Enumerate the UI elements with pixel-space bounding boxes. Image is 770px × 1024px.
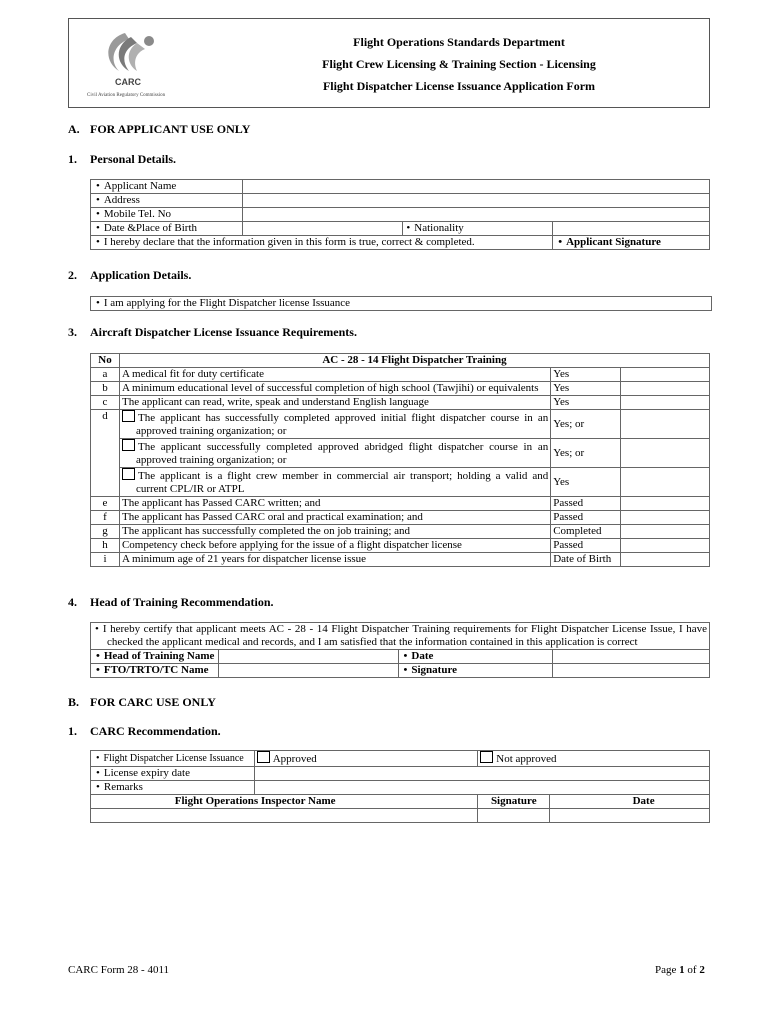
form-number: CARC Form 28 - 4011: [68, 964, 170, 976]
remarks-label: • Remarks: [91, 781, 255, 795]
approved-label: Approved: [272, 753, 317, 765]
signature-label: • Signature: [398, 664, 553, 678]
carc-logo: [85, 25, 173, 99]
expiry-field[interactable]: [254, 767, 709, 781]
issuance-label: • Flight Dispatcher License Issuance: [91, 751, 255, 767]
birth-label: • Date &Place of Birth: [91, 222, 243, 236]
inspector-date-field[interactable]: [550, 809, 710, 823]
application-details-table: [90, 296, 712, 311]
department-title: Flight Operations Standards Department: [353, 35, 565, 49]
declaration-text: • I hereby declare that the information given in this form is true, correct & completed.: [91, 236, 553, 250]
carc-recommendation-table: [90, 750, 710, 823]
section-a-heading: A. FOR APPLICANT USE ONLY: [68, 122, 251, 136]
not-approved-label: Not approved: [496, 753, 557, 765]
requirements-table: [90, 353, 710, 567]
not-approved-checkbox[interactable]: [480, 751, 493, 763]
expiry-label: • License expiry date: [91, 767, 255, 781]
nationality-label: • Nationality: [403, 222, 553, 236]
requirements-heading: 3. Aircraft Dispatcher License Issuance Requirements.: [68, 325, 357, 339]
section-b-heading: B. FOR CARC USE ONLY: [68, 695, 216, 709]
table-row: i A minimum age of 21 years for dispatcher license issue Date of Birth: [91, 553, 710, 567]
fto-name-field[interactable]: [218, 664, 398, 678]
table-row: d The applicant has successfully completed approved initial flight dispatcher course in an approved training organization; or Yes; or: [91, 410, 710, 439]
abridged-course-checkbox[interactable]: [122, 439, 135, 451]
applicant-name-field[interactable]: [242, 180, 709, 194]
birth-row: [91, 222, 710, 236]
nationality-field[interactable]: [553, 222, 710, 236]
fto-name-label: • FTO/TRTO/TC Name: [91, 664, 219, 678]
inspector-name-field[interactable]: [91, 809, 478, 823]
applicant-signature-label[interactable]: • Applicant Signature: [553, 236, 710, 250]
address-row: [91, 194, 710, 208]
initial-course-checkbox[interactable]: [122, 410, 135, 422]
birth-field[interactable]: [242, 222, 403, 236]
applicant-name-label: • Applicant Name: [91, 180, 243, 194]
approved-checkbox[interactable]: [257, 751, 270, 763]
personal-details-heading: 1. Personal Details.: [68, 152, 176, 166]
svg-text:Civil Aviation Regulatory Comm: Civil Aviation Regulatory Commission: [87, 93, 166, 98]
flight-crew-checkbox[interactable]: [122, 468, 135, 480]
head-of-training-heading: 4. Head of Training Recommendation.: [68, 595, 274, 609]
head-of-training-label: • Head of Training Name: [91, 650, 219, 664]
application-details-heading: 2. Application Details.: [68, 268, 192, 282]
certify-text: I hereby certify that applicant meets AC - 28 - 14 Flight Dispatcher Training requirements for Flight Dispatcher License Issue, I have checked the applicant medical and records, and I am satisfied that the information contained in this application is correct: [102, 623, 707, 648]
table-row: h Competency check before applying for the issue of a flight dispatcher license Passed: [91, 539, 710, 553]
personal-details-table: [90, 179, 710, 250]
inspector-signature-field[interactable]: [478, 809, 550, 823]
col-no-header: No: [91, 354, 120, 368]
svg-text:CARC: CARC: [115, 77, 141, 87]
page-indicator: Page 1 of 2: [655, 964, 705, 976]
signature-field[interactable]: [553, 664, 710, 678]
table-row: The applicant is a flight crew member in commercial air transport; holding a valid and current CPL/IR or ATPL Yes: [91, 468, 710, 497]
head-of-training-field[interactable]: [218, 650, 398, 664]
requirements-header-row: [91, 354, 710, 368]
table-row: c The applicant can read, write, speak and understand English language Yes: [91, 396, 710, 410]
address-label: • Address: [91, 194, 243, 208]
form-title: Flight Dispatcher License Issuance Application Form: [322, 79, 596, 93]
table-row: The applicant successfully completed approved abridged flight dispatcher course in an approved training organization; or Yes; or: [91, 439, 710, 468]
table-row: f The applicant has Passed CARC oral and practical examination; and Passed: [91, 511, 710, 525]
remarks-field[interactable]: [254, 781, 709, 795]
section-title: Flight Crew Licensing & Training Section - Licensing: [322, 57, 596, 71]
form-header: [68, 18, 710, 108]
mobile-label: • Mobile Tel. No: [91, 208, 243, 222]
applying-text: • I am applying for the Flight Dispatcher license Issuance: [91, 297, 712, 311]
signature-header: Signature: [478, 795, 550, 809]
table-row: b A minimum educational level of successful completion of high school (Tawjihi) or equivalents Yes: [91, 382, 710, 396]
table-row: e The applicant has Passed CARC written; and Passed: [91, 497, 710, 511]
mobile-field[interactable]: [242, 208, 709, 222]
table-row: a A medical fit for duty certificate Yes: [91, 368, 710, 382]
inspector-name-header: Flight Operations Inspector Name: [91, 795, 478, 809]
date-label: • Date: [398, 650, 553, 664]
address-field[interactable]: [242, 194, 709, 208]
table-row: g The applicant has successfully completed the on job training; and Completed: [91, 525, 710, 539]
declaration-row: [91, 236, 710, 250]
mobile-row: [91, 208, 710, 222]
head-of-training-table: [90, 622, 710, 678]
date-header: Date: [550, 795, 710, 809]
applicant-name-row: [91, 180, 710, 194]
col-requirement-header: AC - 28 - 14 Flight Dispatcher Training: [119, 354, 709, 368]
date-field[interactable]: [553, 650, 710, 664]
carc-recommendation-heading: 1. CARC Recommendation.: [68, 724, 221, 738]
